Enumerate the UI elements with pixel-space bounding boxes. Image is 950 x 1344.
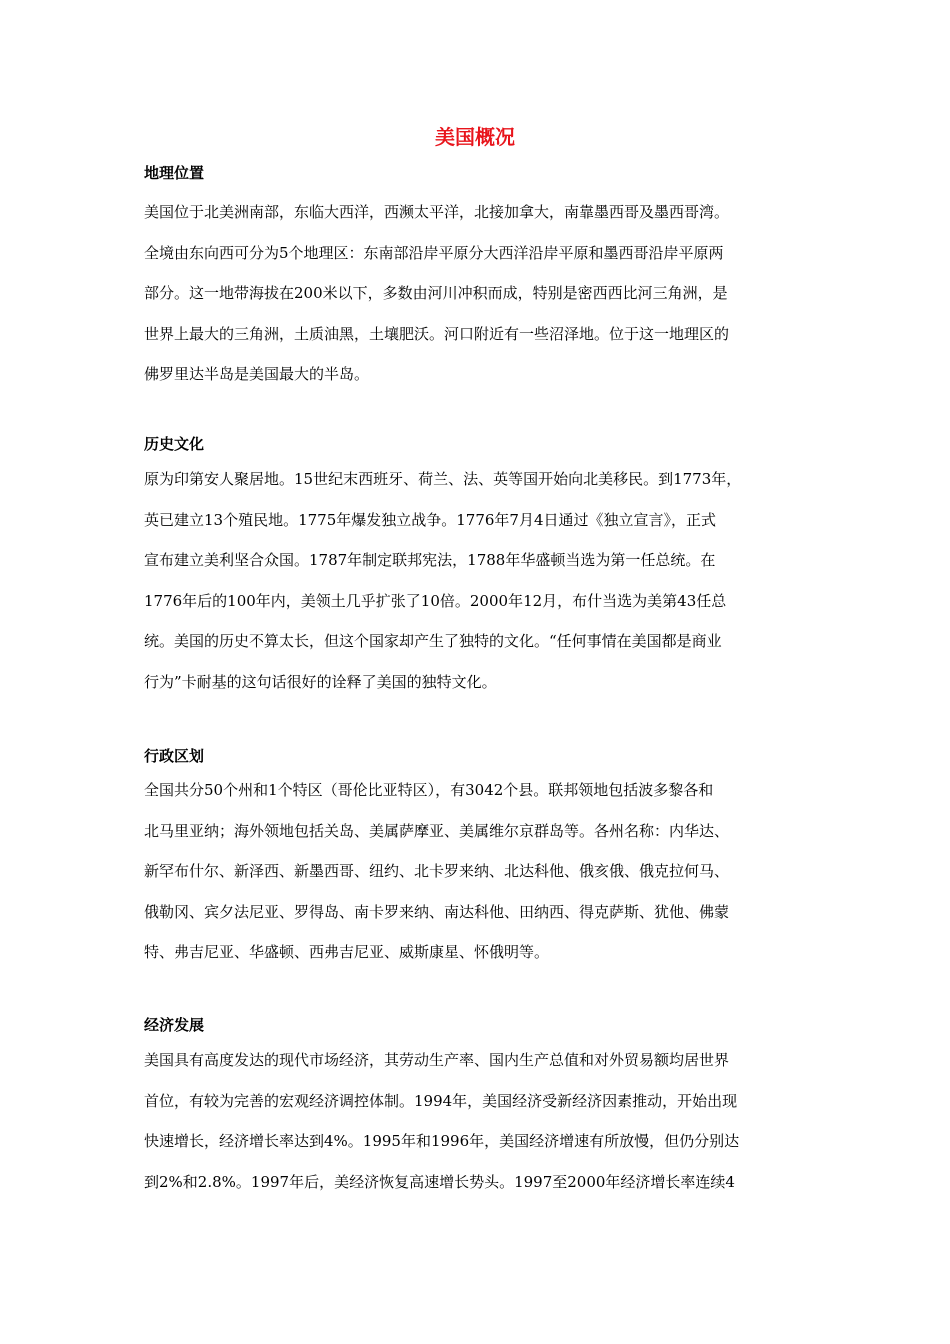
paragraph-line: 全国共分50个州和1个特区（哥伦比亚特区），有3042个县。联邦领地包括波多黎各和 [144,781,714,799]
paragraph-line: 世界上最大的三角洲，土质油黑，土壤肥沃。河口附近有一些沼泽地。位于这一地理区的 [144,324,730,343]
paragraph-line: 佛罗里达半岛是美国最大的半岛。 [144,365,370,384]
paragraph-line: 快速增长，经济增长率达到4%。1995年和1996年，美国经济增速有所放慢，但仍分别达 [144,1132,740,1151]
section-heading-history: 历史文化 [144,435,205,453]
paragraph-line: 首位，有较为完善的宏观经济调控体制。1994年，美国经济受新经济因素推动，开始出现 [144,1091,738,1110]
section-body-history [144,459,820,703]
paragraph-line: 美国位于北美洲南部，东临大西洋，西濒太平洋，北接加拿大，南靠墨西哥及墨西哥湾。 [144,203,730,221]
paragraph-line: 美国具有高度发达的现代市场经济，其劳动生产率、国内生产总值和对外贸易额均居世界 [144,1051,730,1069]
section-body-geography [144,192,820,395]
document-title: 美国概况 [435,125,515,149]
section-heading-administration: 行政区划 [144,747,205,765]
paragraph-line: 原为印第安人聚居地。15世纪末西班牙、荷兰、法、英等国开始向北美移民。到1773年， [144,470,742,488]
section-heading-geography: 地理位置 [144,164,205,182]
paragraph-line: 宣布建立美利坚合众国。1787年制定联邦宪法，1788年华盛顿当选为第一任总统。在 [144,551,716,570]
paragraph-line: 1776年后的100年内，美领土几乎扩张了10倍。2000年12月，布什当选为美第43任总 [144,591,727,610]
paragraph-line: 全境由东向西可分为5个地理区：东南部沿岸平原分大西洋沿岸平原和墨西哥沿岸平原两 [144,243,724,262]
paragraph-line: 北马里亚纳；海外领地包括关岛、美属萨摩亚、美属维尔京群岛等。各州名称：内华达、 [144,821,730,840]
paragraph-line: 英已建立13个殖民地。1775年爆发独立战争。1776年7月4日通过《独立宣言》，正式 [144,510,717,529]
paragraph-line: 部分。这一地带海拔在200米以下，多数由河川冲积而成，特别是密西西比河三角洲，是 [144,284,728,303]
paragraph-line: 俄勒冈、宾夕法尼亚、罗得岛、南卡罗来纳、南达科他、田纳西、得克萨斯、犹他、佛蒙 [144,902,730,921]
paragraph-line: 行为”卡耐基的这句话很好的诠释了美国的独特文化。 [144,672,497,691]
paragraph-line: 新罕布什尔、新泽西、新墨西哥、纽约、北卡罗来纳、北达科他、俄亥俄、俄克拉何马、 [144,862,730,881]
section-body-administration [144,770,820,973]
paragraph-line: 到2%和2.8%。1997年后，美经济恢复高速增长势头。1997至2000年经济增长率连续4 [144,1172,735,1191]
section-body-economy [144,1040,820,1202]
paragraph-line: 特、弗吉尼亚、华盛顿、西弗吉尼亚、威斯康星、怀俄明等。 [144,943,550,962]
section-heading-economy: 经济发展 [144,1016,205,1034]
paragraph-line: 统。美国的历史不算太长，但这个国家却产生了独特的文化。“任何事情在美国都是商业 [144,632,722,651]
